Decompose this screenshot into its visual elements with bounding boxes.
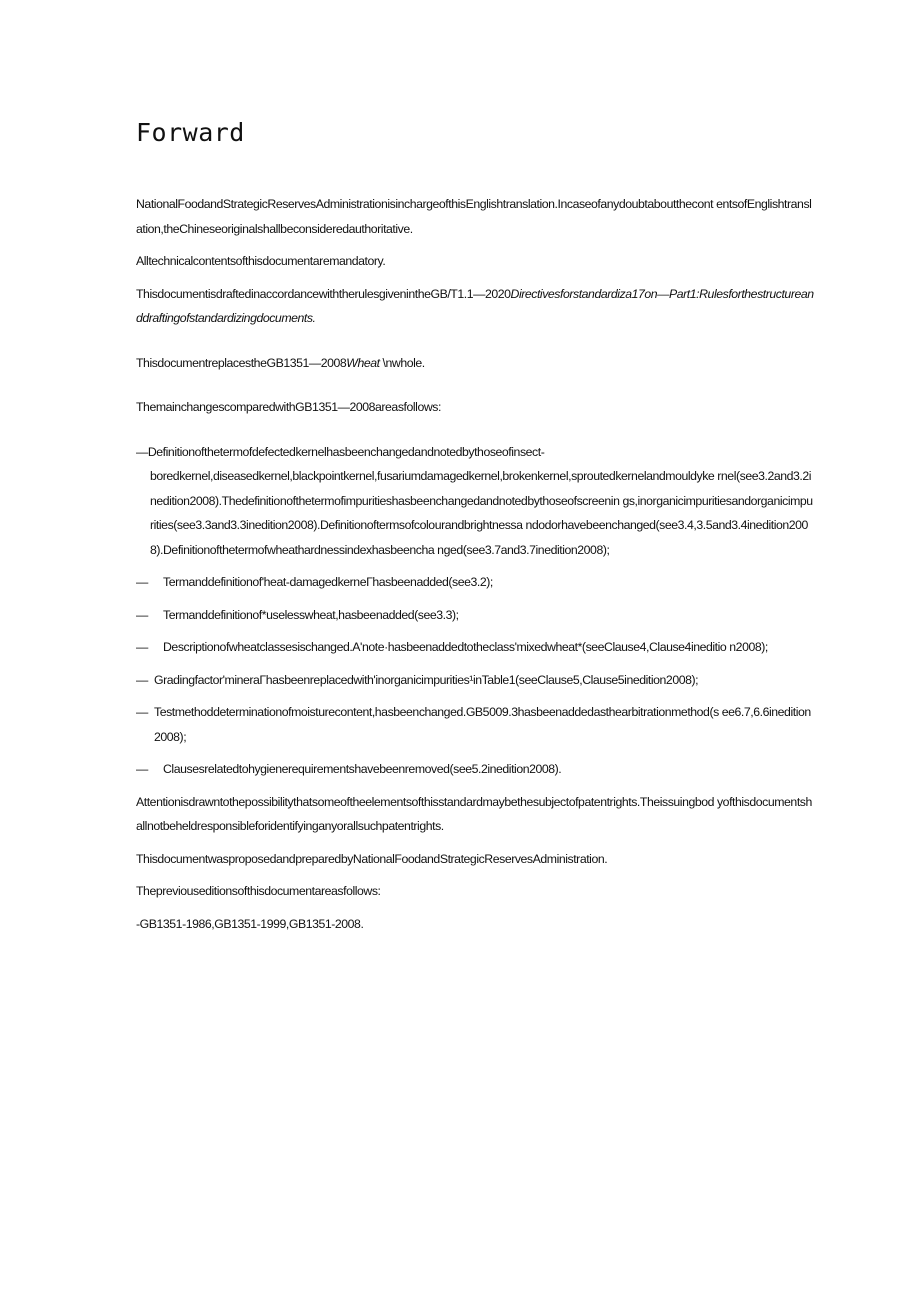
previous-editions-list: -GB1351-1986,GB1351-1999,GB1351-2008. [136,916,364,931]
list-item [136,603,816,628]
replaces-text: ThisdocumentreplacestheGB1351—2008 [136,355,347,370]
changes-intro-paragraph: ThemainchangescomparedwithGB1351—2008areasfollows: [136,400,441,414]
list-dash: — [136,762,148,776]
list-item [136,700,816,749]
list-item-text: Descriptionofwheatclassesischanged.A'note·hasbeenaddedtotheclass'mixedwheat*(seeClause4,Clause4ineditio n2008); [163,640,768,654]
list-item [136,757,816,782]
list-dash: — [136,672,148,687]
list-item-text: Testmethoddeterminationofmoisturecontent,hasbeenchanged.GB5009.3hasbeenaddedasthearbitrationmethod(s ee6.7,6.6inedition2008); [154,705,811,744]
list-item-text: Clausesrelatedtohygienerequirementshavebeenremoved(see5.2inedition2008). [163,762,562,776]
previous-editions-paragraph: Thepreviouseditionsofthisdocumentareasfollows: [136,884,381,898]
list-item-first-line [136,440,816,465]
list-dash: — [136,705,148,719]
list-item-text: Gradingfactor'mineraΓhasbeenreplacedwith'inorganicimpurities¹inTable1(seeClause5,Clause5inedition2008); [154,672,699,687]
list-dash: — [136,444,148,459]
wheat-title: Wheat [346,355,380,370]
mandatory-paragraph: Alltechnicalcontentsofthisdocumentaremandatory. [136,254,386,268]
changes-list [136,440,816,782]
drafting-rules-paragraph [136,282,816,331]
list-item-text: Termanddefinitionof*uselesswheat,hasbeenadded(see3.3); [163,607,459,622]
drafting-rules-text: ThisdocumentisdraftedinaccordancewiththerulesgivenintheGB/T1.1—2020 [136,286,511,301]
list-item-text: Definitionofthetermofdefectedkernelhasbeenchangedandnotedbythoseofinsect- [147,444,545,459]
list-item [136,570,816,595]
list-item [136,668,816,693]
translation-note-paragraph: NationalFoodandStrategicReservesAdministrationisinchargeofthisEnglishtranslation.Incaseofanydoubtaboutthecont entsofEnglishtranslation,theChineseoriginalshallbeconsideredauthoritative. [136,197,812,236]
directives-title: Directivesforstandardiza17on—Part1:Rulesforthestructureanddraftingofstandardizingdocuments. [136,286,814,325]
document-body [136,192,816,936]
list-dash: — [136,575,148,589]
list-item [136,440,816,563]
patent-paragraph: Attentionisdrawntothepossibilitythatsomeoftheelementsofthisstandardmaybethesubjectofpatentrights.Theissuingbod yofthisdocumentshallnotbeheldresponsibleforidentifyinganyorallsuchpatentrights. [136,794,812,833]
list-item [136,635,816,660]
prepared-by-paragraph: ThisdocumentwasproposedandpreparedbyNationalFoodandStrategicReservesAdministration. [136,851,608,866]
list-dash: — [136,640,148,654]
page-title: Forward [136,118,245,147]
list-item-continuation: boredkernel,diseasedkernel,blackpointkernel,fusariumdamagedkernel,brokenkernel,sproutedkernelandmouldyke rnel(see3.2and3.2inedition2008).Thedefinitionofthetermofimpuritieshasbeenchangedandnotedbythoseofscreenin gs,inorganicimpuritiesandorganicimpurities(see3.3and3.3inedition2008).Definitionoftermsofcolourandbrightnessa ndodorhavebeenchanged(see3.4,3.5and3.4inedition2008).Definitionofthetermofwheathardnessindexhasbeencha nged(see3.7and3.7inedition2008); [150,469,813,557]
replaces-paragraph [136,351,816,376]
list-item-text: Termanddefinitionof'heat-damagedkerneΓhasbeenadded(see3.2); [163,575,493,589]
replaces-tail: \nwhole. [379,355,425,370]
list-dash: — [136,607,148,622]
